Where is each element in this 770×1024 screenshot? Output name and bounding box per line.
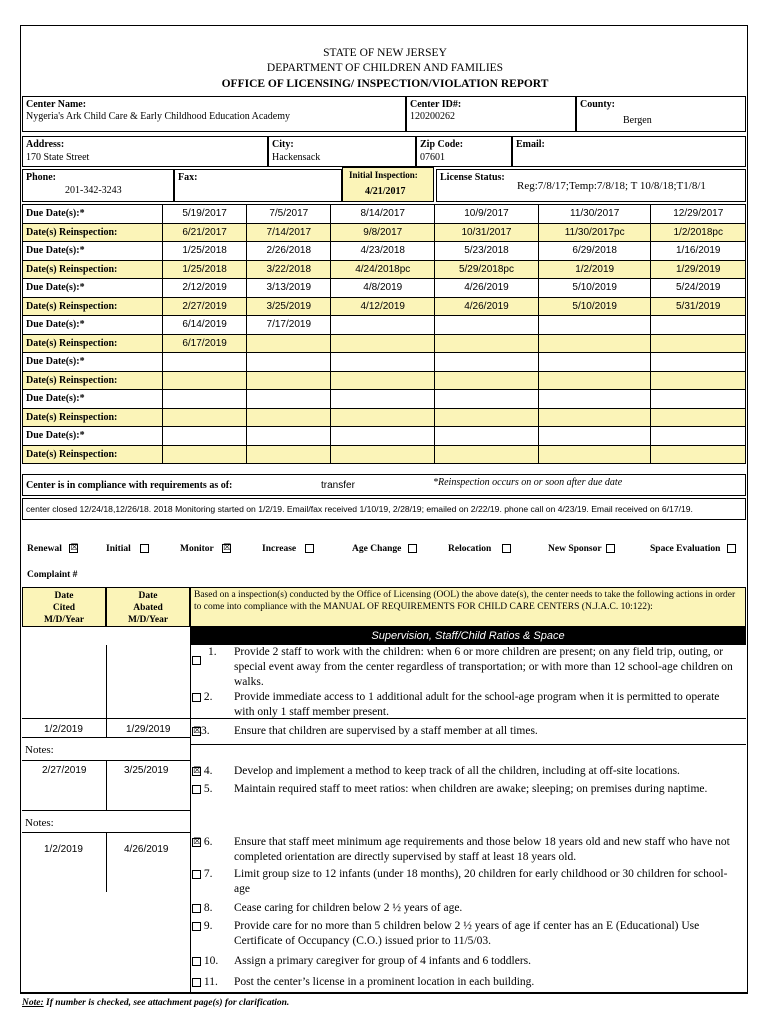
item-10-text: Assign a primary caregiver for group of 4 infants and 6 toddlers. xyxy=(234,955,532,967)
option-age-change[interactable] xyxy=(352,544,417,554)
complaint-label: Complaint # xyxy=(27,570,78,580)
date-cell: 5/10/2019 xyxy=(538,297,651,316)
bottom-divider xyxy=(20,993,748,994)
col-divider xyxy=(106,760,107,810)
initial-checkbox[interactable] xyxy=(140,544,149,553)
date-cell xyxy=(435,316,539,335)
license-status-label: License Status: xyxy=(440,172,505,183)
address-label: Address: xyxy=(26,139,65,150)
date-cell xyxy=(538,371,651,390)
date-cell xyxy=(435,334,539,353)
date-cell xyxy=(538,408,651,427)
date-cell xyxy=(651,390,746,409)
item-3-checkbox[interactable]: ☒ xyxy=(193,725,202,736)
dates-table-row xyxy=(23,408,746,427)
date-cell: 4/26/2019 xyxy=(435,279,539,298)
dates-table-row xyxy=(23,242,746,261)
item-7-checkbox[interactable] xyxy=(192,870,201,879)
item-9-number: 9. xyxy=(203,920,213,932)
col-divider xyxy=(106,832,107,892)
item-4-number: 4. xyxy=(203,765,213,777)
dates-table-row xyxy=(23,390,746,409)
option-space-evaluation[interactable] xyxy=(650,544,736,554)
date-cell xyxy=(538,427,651,446)
date-cell xyxy=(651,408,746,427)
date-cell: 1/16/2019 xyxy=(651,242,746,261)
section-title: Supervision, Staff/Child Ratios & Space xyxy=(190,627,746,645)
date-cell: 2/27/2019 xyxy=(163,297,247,316)
option-monitor[interactable] xyxy=(180,544,231,554)
item-1-number: 1. xyxy=(208,646,217,658)
instructions-header xyxy=(190,587,746,627)
dates-table-row xyxy=(23,297,746,316)
new-sponsor-label: New Sponsor xyxy=(548,544,602,554)
item-4-text: Develop and implement a method to keep track of all the children, including at off-site locations. xyxy=(234,765,680,777)
relocation-label: Relocation xyxy=(448,544,492,554)
dates-table-row xyxy=(23,445,746,464)
item-6-text: Ensure that staff meet minimum age requirements and those below 18 years old and new staff who have not completed orientation are directly supervised by staff at least 18 years old. xyxy=(234,836,730,863)
increase-label: Increase xyxy=(262,544,297,554)
space-evaluation-checkbox[interactable] xyxy=(727,544,736,553)
item-8-checkbox[interactable] xyxy=(192,904,201,913)
date-cell xyxy=(538,353,651,372)
dates-table-row xyxy=(23,279,746,298)
row-label: Due Date(s):* xyxy=(23,279,163,298)
date-cell xyxy=(331,353,435,372)
date-cell: 11/30/2017 xyxy=(538,205,651,224)
date-cell xyxy=(163,353,247,372)
option-new-sponsor[interactable] xyxy=(548,544,615,554)
item-2-checkbox[interactable] xyxy=(192,693,201,702)
date-abated-header xyxy=(106,587,190,627)
row-divider xyxy=(22,810,190,811)
date-cell: 7/14/2017 xyxy=(247,223,331,242)
initial-label: Initial xyxy=(106,544,131,554)
row-divider xyxy=(22,760,190,761)
item-3-text: Ensure that children are supervised by a staff member at all times. xyxy=(234,725,538,737)
date-cell xyxy=(163,408,247,427)
item-3-date-cited: 1/2/2019 xyxy=(44,724,83,735)
date-cell xyxy=(163,371,247,390)
date-cell xyxy=(538,390,651,409)
date-cell: 1/2/2018pc xyxy=(651,223,746,242)
relocation-checkbox[interactable] xyxy=(502,544,511,553)
compliance-row xyxy=(22,474,746,496)
col-divider xyxy=(190,645,191,993)
date-cell xyxy=(651,371,746,390)
item-11-number: 11. xyxy=(203,976,218,988)
city-label: City: xyxy=(272,139,294,150)
county-value: Bergen xyxy=(623,115,652,126)
center-id-label: Center ID#: xyxy=(410,99,462,110)
address-value: 170 State Street xyxy=(26,152,90,163)
date-cell xyxy=(435,427,539,446)
item-6-checkbox[interactable]: ☒ xyxy=(193,836,202,847)
item-9-text: Provide care for no more than 5 children below 2 ½ years of age if center has an E (Educational) Use Certificate of Occupancy (C.O.) issued prior to 11/5/03. xyxy=(234,920,700,947)
item-8-text: Cease caring for children below 2 ½ years of age. xyxy=(234,902,463,914)
date-cell xyxy=(163,390,247,409)
item-3-date-abated: 1/29/2019 xyxy=(126,724,171,735)
date-cell xyxy=(651,353,746,372)
notes-label: Notes: xyxy=(25,744,54,756)
compliance-label: Center is in compliance with requirements as of: xyxy=(26,480,233,491)
date-cell: 5/24/2019 xyxy=(651,279,746,298)
date-cell: 1/25/2018 xyxy=(163,242,247,261)
date-cell xyxy=(247,408,331,427)
item-4-date-cited: 2/27/2019 xyxy=(42,765,87,776)
item-7-number: 7. xyxy=(203,868,213,880)
item-7-text: Limit group size to 12 infants (under 18 months), 20 children for early childhood or 30 children for school-age xyxy=(234,868,728,895)
item-5-text: Maintain required staff to meet ratios: when children are awake; sleeping; on premises during naptime. xyxy=(234,783,708,795)
date-cell: 7/5/2017 xyxy=(247,205,331,224)
row-label: Due Date(s):* xyxy=(23,205,163,224)
date-cell xyxy=(331,390,435,409)
date-cell xyxy=(163,427,247,446)
new-sponsor-checkbox[interactable] xyxy=(606,544,615,553)
row-label: Date(s) Reinspection: xyxy=(23,371,163,390)
item-2-number: 2. xyxy=(203,691,213,703)
date-cell xyxy=(435,371,539,390)
address-box xyxy=(22,136,268,167)
date-cell: 2/12/2019 xyxy=(163,279,247,298)
item-11-text: Post the center’s license in a prominent location in each building. xyxy=(234,976,535,988)
monitor-checkbox[interactable]: ☒ xyxy=(222,543,232,554)
initial-inspection-box xyxy=(342,167,434,202)
date-cell: 12/29/2017 xyxy=(651,205,746,224)
date-cell: 4/12/2019 xyxy=(331,297,435,316)
date-cell xyxy=(247,390,331,409)
compliance-value: transfer xyxy=(321,480,355,491)
date-cell xyxy=(435,445,539,464)
county-box xyxy=(576,96,746,132)
option-initial[interactable] xyxy=(106,544,149,554)
monitor-label: Monitor xyxy=(180,544,214,554)
item-9-checkbox[interactable] xyxy=(192,922,201,931)
phone-value: 201-342-3243 xyxy=(65,185,122,196)
header-department: DEPARTMENT OF CHILDREN AND FAMILIES xyxy=(266,62,504,74)
date-cell xyxy=(331,408,435,427)
row-label: Due Date(s):* xyxy=(23,427,163,446)
date-cell: 1/2/2019 xyxy=(538,260,651,279)
row-divider xyxy=(22,737,190,738)
renewal-checkbox[interactable]: ☒ xyxy=(70,543,79,554)
date-cell xyxy=(651,316,746,335)
date-cell xyxy=(163,445,247,464)
date-cell: 3/22/2018 xyxy=(247,260,331,279)
item-1-checkbox[interactable] xyxy=(192,656,201,665)
email-label: Email: xyxy=(516,139,545,150)
date-cell xyxy=(331,316,435,335)
item-6-number: 6. xyxy=(203,836,213,848)
date-cell: 5/23/2018 xyxy=(435,242,539,261)
row-label: Date(s) Reinspection: xyxy=(23,297,163,316)
date-cell: 4/8/2019 xyxy=(331,279,435,298)
date-cell xyxy=(247,334,331,353)
date-cell: 11/30/2017pc xyxy=(538,223,651,242)
date-cell: 3/25/2019 xyxy=(247,297,331,316)
date-cell xyxy=(538,316,651,335)
instructions-text: Based on a inspection(s) conducted by the Office of Licensing (OOL) the above date(s), the center needs to take the following actions in order to come into compliance with the MANUAL OF REQUIREMENTS FOR CHILD CARE CENTERS (N.J.A.C. 10:122): xyxy=(194,590,736,612)
row-divider xyxy=(190,744,746,745)
row-label: Date(s) Reinspection: xyxy=(23,223,163,242)
age-change-label: Age Change xyxy=(352,544,402,554)
phone-box xyxy=(22,169,174,202)
header-state: STATE OF NEW JERSEY xyxy=(323,47,447,59)
date-cell xyxy=(435,353,539,372)
phone-label: Phone: xyxy=(26,172,56,183)
date-cell: 4/24/2018pc xyxy=(331,260,435,279)
item-5-number: 5. xyxy=(203,783,213,795)
date-cell: 1/25/2018 xyxy=(163,260,247,279)
date-cited-header-text: Date Cited M/D/Year xyxy=(43,591,85,625)
initial-inspection-label: Initial Inspection: xyxy=(349,170,418,180)
date-cell: 6/14/2019 xyxy=(163,316,247,335)
footer-note-prefix: Note: xyxy=(22,998,44,1008)
date-cell: 10/31/2017 xyxy=(435,223,539,242)
zip-label: Zip Code: xyxy=(420,139,464,150)
fax-label: Fax: xyxy=(178,172,198,183)
center-id-box xyxy=(406,96,576,132)
fax-box xyxy=(174,169,342,202)
dates-table-row xyxy=(23,205,746,224)
date-cell: 3/13/2019 xyxy=(247,279,331,298)
item-3-number: 3. xyxy=(201,725,210,737)
date-cell xyxy=(651,334,746,353)
dates-table-row xyxy=(23,260,746,279)
item-5-checkbox[interactable] xyxy=(192,785,201,794)
item-8-number: 8. xyxy=(203,902,213,914)
date-cell: 7/17/2019 xyxy=(247,316,331,335)
due-dates-table xyxy=(22,204,746,464)
date-cell xyxy=(435,408,539,427)
comment-text: center closed 12/24/18,12/26/18. 2018 Monitoring started on 1/2/19. Email/fax received 1/10/19, 2/28/19; emailed on 2/22/19. phone call on 4/23/19. Email received on 6/17/19. xyxy=(26,504,693,514)
date-cell: 4/23/2018 xyxy=(331,242,435,261)
dates-table-row xyxy=(23,334,746,353)
increase-checkbox[interactable] xyxy=(305,544,314,553)
date-cell: 1/29/2019 xyxy=(651,260,746,279)
dates-table-row xyxy=(23,353,746,372)
item-1-text: Provide 2 staff to work with the children: when 6 or more children are present; on any field trip, outing, or special event away from the center regardless of transportation; or with more than 12 school-age children on walks. xyxy=(234,646,733,688)
notes-label: Notes: xyxy=(25,817,54,829)
item-6-date-cited: 1/2/2019 xyxy=(44,844,83,855)
dates-table-row xyxy=(23,223,746,242)
space-evaluation-label: Space Evaluation xyxy=(650,544,721,554)
footer-note xyxy=(22,998,289,1008)
date-cell: 6/17/2019 xyxy=(163,334,247,353)
county-label: County: xyxy=(580,99,616,110)
date-cell xyxy=(651,445,746,464)
row-label: Date(s) Reinspection: xyxy=(23,408,163,427)
footer-note-text: If number is checked, see attachment page(s) for clarification. xyxy=(43,998,290,1008)
date-cell: 2/26/2018 xyxy=(247,242,331,261)
date-cell: 10/9/2017 xyxy=(435,205,539,224)
date-cell: 5/10/2019 xyxy=(538,279,651,298)
item-10-checkbox[interactable] xyxy=(192,957,201,966)
row-label: Date(s) Reinspection: xyxy=(23,260,163,279)
zip-box xyxy=(416,136,512,167)
option-relocation[interactable] xyxy=(448,544,511,554)
date-cell: 6/21/2017 xyxy=(163,223,247,242)
col-divider xyxy=(106,645,107,737)
requirement-item xyxy=(192,645,742,691)
item-10-number: 10. xyxy=(203,955,219,967)
comment-row xyxy=(22,498,746,520)
date-cell xyxy=(247,371,331,390)
renewal-label: Renewal xyxy=(27,544,62,554)
date-cell: 6/29/2018 xyxy=(538,242,651,261)
date-cited-header xyxy=(22,587,106,627)
date-cell xyxy=(247,445,331,464)
row-label: Due Date(s):* xyxy=(23,353,163,372)
date-cell: 8/14/2017 xyxy=(331,205,435,224)
date-cell: 5/19/2017 xyxy=(163,205,247,224)
date-cell xyxy=(538,445,651,464)
date-cell xyxy=(435,390,539,409)
center-name-box xyxy=(22,96,406,132)
reinspection-note: *Reinspection occurs on or soon after due date xyxy=(433,477,623,488)
date-cell: 5/31/2019 xyxy=(651,297,746,316)
row-label: Due Date(s):* xyxy=(23,390,163,409)
row-label: Date(s) Reinspection: xyxy=(23,445,163,464)
center-name-label: Center Name: xyxy=(26,99,87,110)
date-cell xyxy=(247,353,331,372)
city-box xyxy=(268,136,416,167)
item-2-text: Provide immediate access to 1 additional adult for the school-age program when it is permitted to operate with only 1 staff member present. xyxy=(234,691,720,718)
initial-inspection-date: 4/21/2017 xyxy=(365,186,406,197)
date-cell xyxy=(247,427,331,446)
age-change-checkbox[interactable] xyxy=(408,544,417,553)
option-renewal[interactable] xyxy=(27,544,78,554)
date-cell xyxy=(538,334,651,353)
header-report-title: OFFICE OF LICENSING/ INSPECTION/VIOLATION REPORT xyxy=(221,78,549,90)
row-divider xyxy=(22,832,190,833)
row-label: Due Date(s):* xyxy=(23,316,163,335)
option-increase[interactable] xyxy=(262,544,314,554)
date-cell xyxy=(331,334,435,353)
date-cell xyxy=(331,445,435,464)
row-label: Date(s) Reinspection: xyxy=(23,334,163,353)
dates-table-row xyxy=(23,371,746,390)
license-status-value: Reg:7/8/17;Temp:7/8/18; T 10/8/18;T1/8/1 xyxy=(517,180,706,192)
date-cell xyxy=(331,427,435,446)
row-divider xyxy=(22,718,190,719)
item-4-date-abated: 3/25/2019 xyxy=(124,765,169,776)
row-label: Due Date(s):* xyxy=(23,242,163,261)
item-11-checkbox[interactable] xyxy=(192,978,201,987)
date-abated-header-text: Date Abated M/D/Year xyxy=(127,591,169,625)
center-id-value: 120200262 xyxy=(410,111,455,122)
dates-table-row xyxy=(23,316,746,335)
date-cell: 5/29/2018pc xyxy=(435,260,539,279)
date-cell xyxy=(331,371,435,390)
license-status-box xyxy=(436,169,746,202)
item-6-date-abated: 4/26/2019 xyxy=(124,844,169,855)
email-box xyxy=(512,136,746,167)
date-cell: 9/8/2017 xyxy=(331,223,435,242)
date-cell xyxy=(651,427,746,446)
zip-value: 07601 xyxy=(420,152,445,163)
dates-table-row xyxy=(23,427,746,446)
center-name-value: Nygeria's Ark Child Care & Early Childhood Education Academy xyxy=(26,111,290,122)
item-4-checkbox[interactable]: ☒ xyxy=(193,765,202,776)
date-cell: 4/26/2019 xyxy=(435,297,539,316)
city-value: Hackensack xyxy=(272,152,321,163)
